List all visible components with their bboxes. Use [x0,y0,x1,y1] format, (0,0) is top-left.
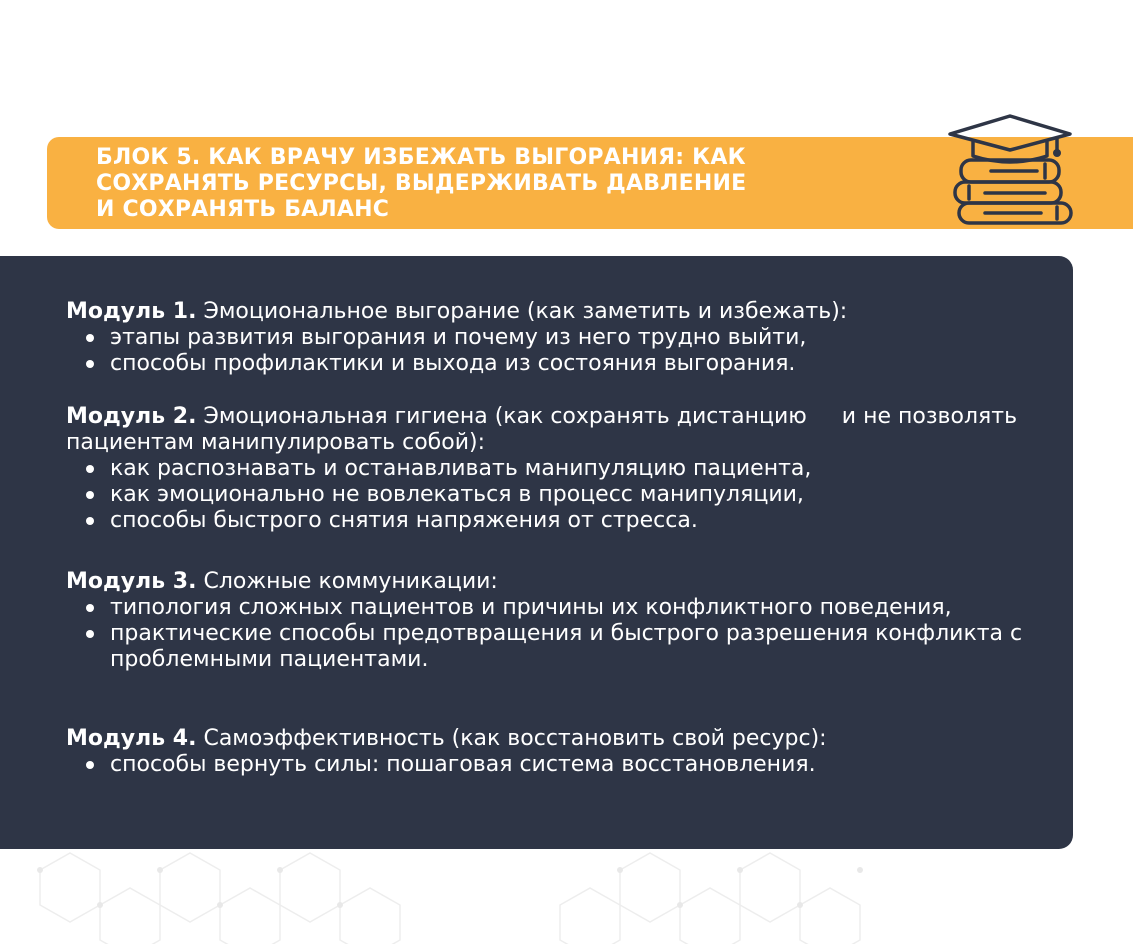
graduation-books-icon [945,112,1075,227]
list-item: способы профилактики и выхода из состояния выгорания. [66,351,1046,377]
module-4-title: Самоэффективность (как восстановить свой ресурс): [196,726,827,751]
module-3-heading [66,569,1046,595]
module-1-heading [66,299,1046,325]
list-item: способы быстрого снятия напряжения от стресса. [66,508,1046,534]
module-3-list [66,595,1046,673]
module-1-title: Эмоциональное выгорание (как заметить и избежать): [196,299,848,324]
module-1 [66,299,1046,377]
module-3-title: Сложные коммуникации: [196,569,498,594]
module-1-list [66,325,1046,377]
module-3-label: Модуль 3. [66,569,197,594]
list-item: практические способы предотвращения и быстрого разрешения конфликта с проблемными пациентами. [66,621,1046,673]
module-4 [66,726,1046,778]
module-2 [66,404,1046,534]
list-item: этапы развития выгорания и почему из него трудно выйти, [66,325,1046,351]
module-2-list [66,456,1046,534]
module-4-heading [66,726,1046,752]
list-item: как распознавать и останавливать манипуляцию пациента, [66,456,1046,482]
list-item: типология сложных пациентов и причины их конфликтного поведения, [66,595,1046,621]
module-2-heading [66,404,1046,456]
list-item: как эмоционально не вовлекаться в процесс манипуляции, [66,482,1046,508]
module-1-label: Модуль 1. [66,299,197,324]
module-4-label: Модуль 4. [66,726,197,751]
module-2-title: Эмоциональная гигиена (как сохранять дистанцию и не позволять пациентам манипулировать собой): [66,404,1025,455]
block-title: БЛОК 5. КАК ВРАЧУ ИЗБЕЖАТЬ ВЫГОРАНИЯ: КАК СОХРАНЯТЬ РЕСУРСЫ, ВЫДЕРЖИВАТЬ ДАВЛЕНИЕ И СОХРАНЯТЬ БАЛАНС [96,145,747,222]
module-2-label: Модуль 2. [66,404,197,429]
module-4-list [66,752,1046,778]
module-3 [66,569,1046,673]
list-item: способы вернуть силы: пошаговая система восстановления. [66,752,1046,778]
